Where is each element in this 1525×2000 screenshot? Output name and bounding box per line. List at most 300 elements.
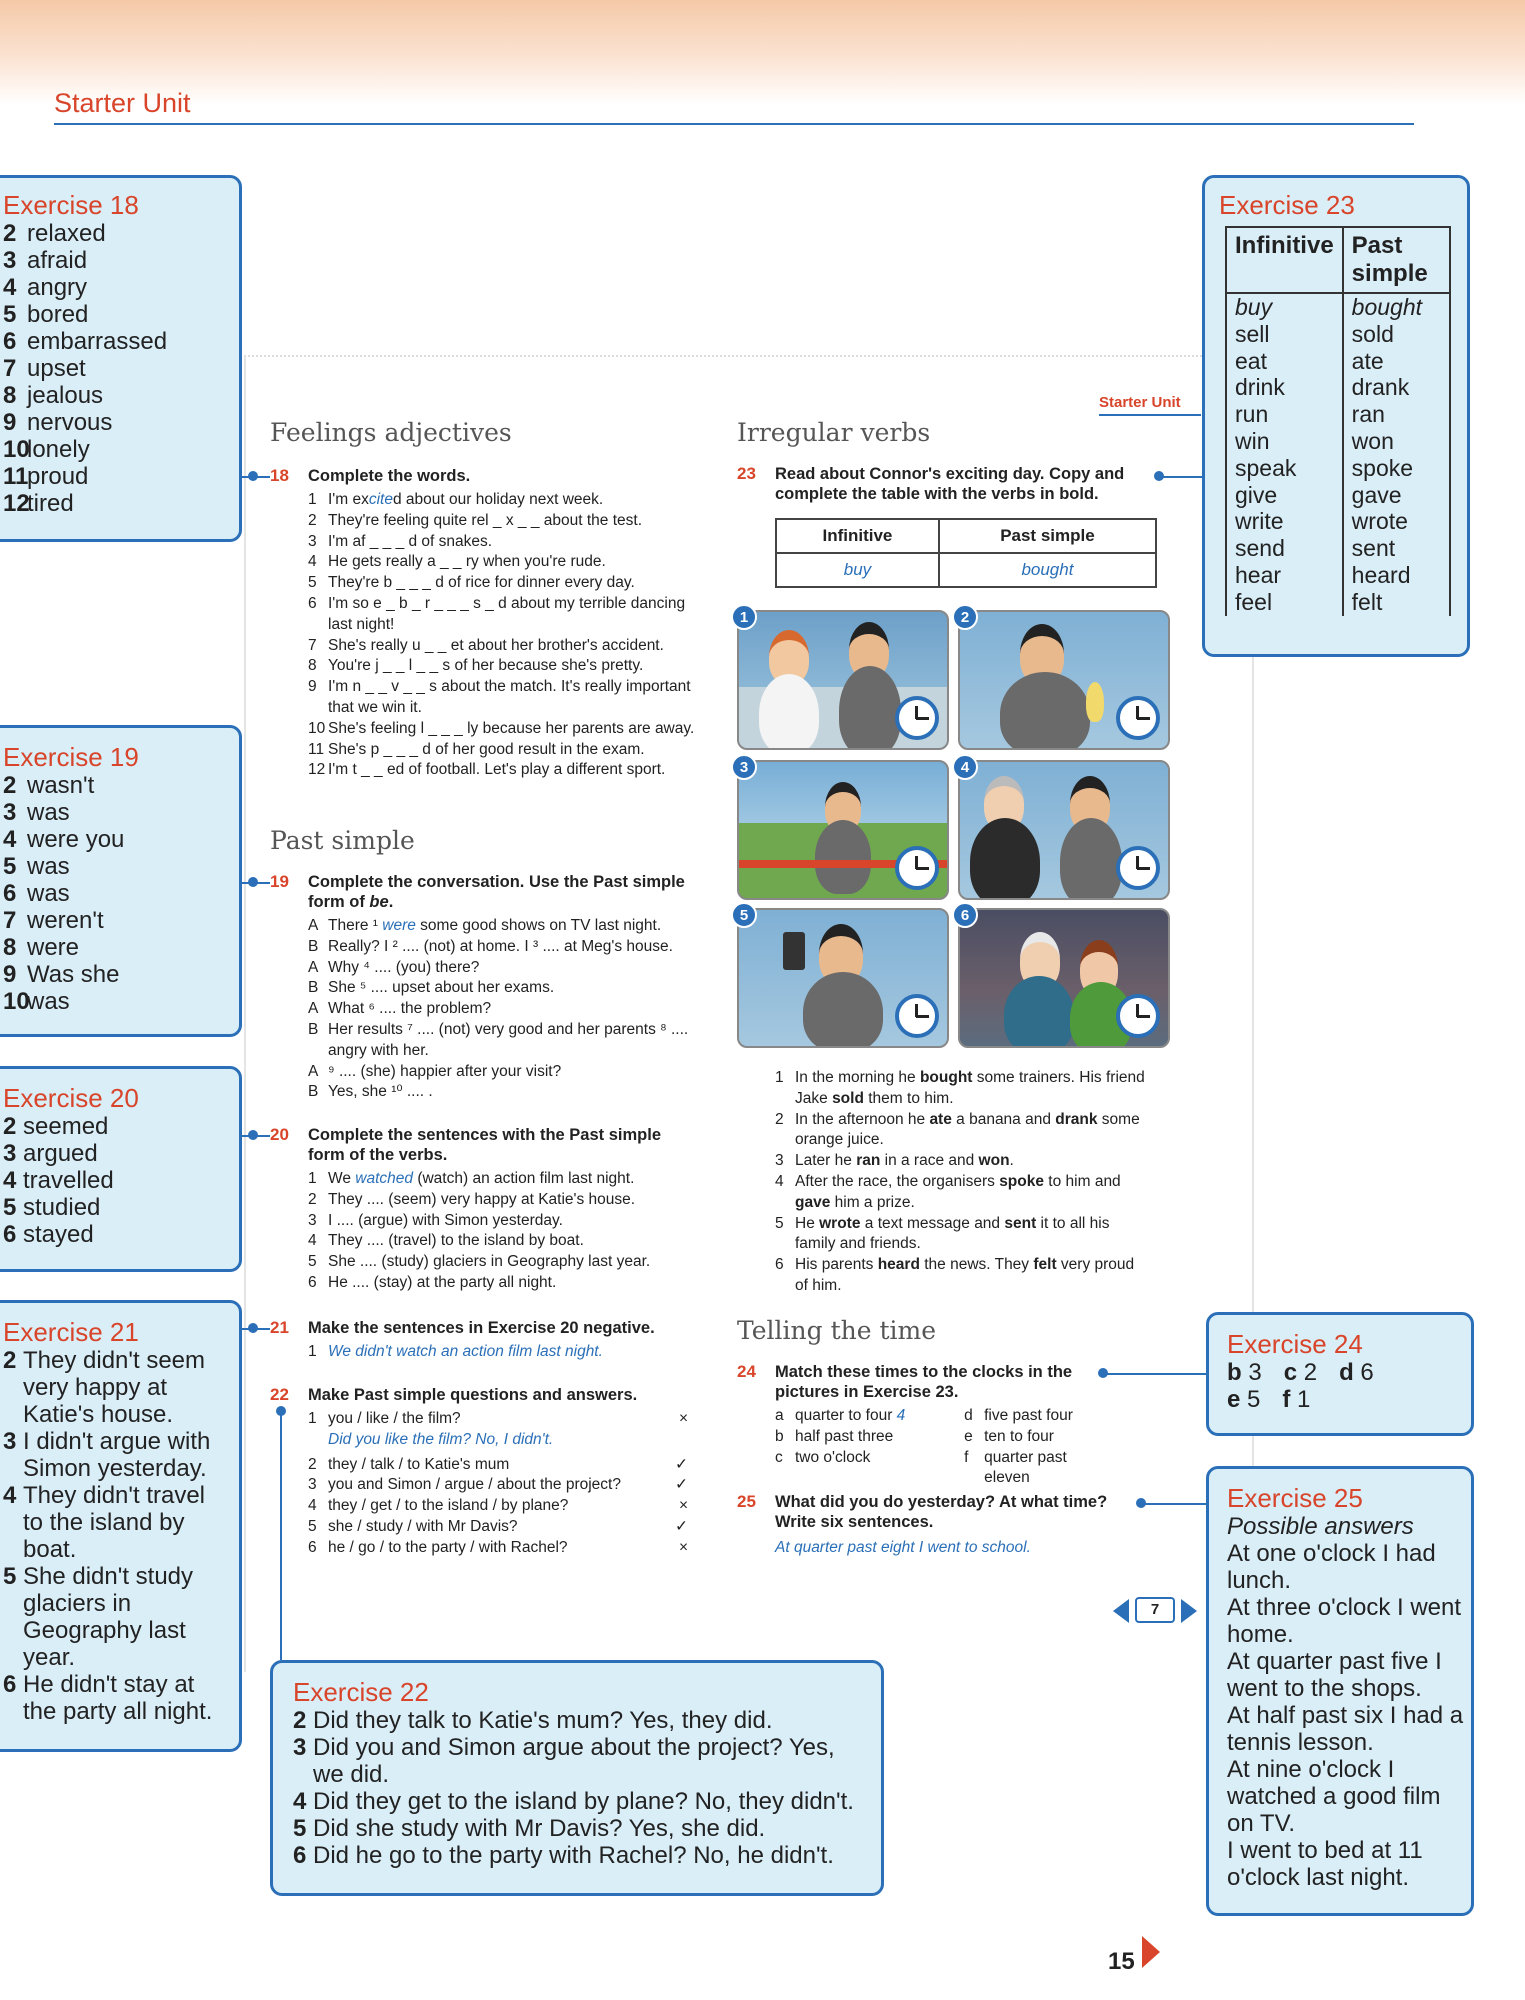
- text-span: ten to four: [984, 1427, 1054, 1445]
- connector-dot-icon: [248, 1323, 258, 1333]
- person-illustration: [1000, 672, 1090, 750]
- answer-number: 4: [3, 826, 17, 853]
- mini-header-rule: [1099, 414, 1201, 416]
- text-span: Why ⁴ .... (you) there?: [328, 958, 480, 976]
- exercise-21-example: We didn't watch an action film last night.: [328, 1343, 603, 1360]
- text-span: What ⁶ .... the problem?: [328, 1000, 492, 1018]
- text-span: some good shows on TV last night.: [415, 917, 662, 934]
- verb-table-row: [1226, 455, 1450, 482]
- item-number: B: [308, 1020, 319, 1038]
- clock-icon: [1116, 846, 1160, 890]
- answer-number: 2: [293, 1707, 307, 1734]
- text-span: She's feeling l _ _ _ ly because her parents are away.: [328, 719, 695, 737]
- item-number: 4: [308, 1232, 317, 1250]
- answer-value: 2: [1297, 1359, 1318, 1386]
- exercise-24-instruction: Match these times to the clocks in the pictures in Exercise 23.: [775, 1363, 1073, 1401]
- exercise-22: [308, 1385, 688, 1559]
- item-text: [328, 1020, 700, 1062]
- list-item: [308, 1062, 700, 1083]
- text-span: she / study / with Mr Davis?: [328, 1517, 518, 1535]
- item-number: B: [308, 979, 319, 997]
- list-item: [775, 1406, 964, 1427]
- verb-infinitive: send: [1226, 535, 1343, 562]
- item-number: a: [775, 1407, 784, 1424]
- connector-line: [280, 1408, 282, 1660]
- list-item: [308, 532, 700, 553]
- text-span: half past three: [795, 1427, 894, 1445]
- exercise-19-lines: [308, 916, 700, 1103]
- answer-number: 8: [3, 382, 17, 409]
- list-item: [308, 1190, 700, 1211]
- verb-past: heard: [1343, 562, 1450, 589]
- connector-dot-icon: [248, 877, 258, 887]
- text-span: They .... (seem) very happy at Katie's house.: [328, 1190, 636, 1208]
- answer-line: [293, 1707, 871, 1734]
- answer-letter: d: [1339, 1359, 1354, 1386]
- answer-number: 6: [293, 1842, 307, 1869]
- answer-text: Did he go to the party with Rachel? No, he didn't.: [313, 1842, 834, 1869]
- answer-line: [3, 355, 239, 382]
- answer-text: Did she study with Mr Davis? Yes, she did.: [313, 1815, 766, 1842]
- list-item: [308, 1455, 688, 1476]
- connector-line: [1162, 476, 1202, 478]
- list-item: [775, 1068, 1150, 1110]
- verb-table-header-past: Past simple: [1343, 227, 1450, 293]
- text-span: There ¹: [328, 917, 383, 934]
- bold-verb: sold: [832, 1089, 864, 1107]
- connector-dot-icon: [276, 1406, 286, 1416]
- exercise-24-left-column: [775, 1406, 964, 1489]
- item-text: [328, 958, 700, 979]
- item-number: 4: [308, 553, 317, 571]
- exercise-20-instruction: Complete the sentences with the Past simple form of the verbs.: [308, 1126, 662, 1164]
- item-number: 7: [308, 636, 317, 654]
- item-text: [328, 656, 700, 677]
- answer-text: argued: [23, 1140, 98, 1167]
- list-item: [308, 656, 700, 677]
- list-item: [308, 740, 700, 761]
- item-text: [328, 552, 700, 573]
- verb-infinitive: hear: [1226, 562, 1343, 589]
- answer-list: [3, 772, 239, 1015]
- answer-number: 6: [3, 880, 17, 907]
- verb-infinitive: drink: [1226, 374, 1343, 401]
- list-item: [964, 1427, 1105, 1448]
- list-item: [308, 1538, 688, 1559]
- text-span: two o'clock: [795, 1448, 871, 1466]
- list-item: [308, 1273, 700, 1294]
- item-number: 2: [308, 511, 317, 529]
- exercise-24-number: 24: [737, 1362, 756, 1381]
- answer-line: [3, 436, 239, 463]
- text-span: I'm n _ _ v _ _ s about the match. It's really important that we win it.: [328, 678, 691, 716]
- text-span: She .... (study) glaciers in Geography last year.: [328, 1253, 651, 1271]
- answer-line: [3, 934, 239, 961]
- item-mark: ✓: [675, 1455, 688, 1473]
- text-span: Later he: [795, 1152, 857, 1170]
- answer-letter: b: [1227, 1359, 1242, 1386]
- answer-box-exercise-21: [0, 1300, 242, 1752]
- answer-box-exercise-18: [0, 175, 242, 542]
- text-span: you and Simon / argue / about the project?: [328, 1476, 621, 1494]
- person-illustration: [970, 818, 1040, 900]
- item-text: [328, 719, 700, 740]
- list-item: [308, 1475, 688, 1496]
- answer-text: 4: [892, 1407, 906, 1424]
- item-text: [328, 1211, 700, 1232]
- verb-past: wrote: [1343, 508, 1450, 535]
- item-text: [328, 1082, 700, 1103]
- verb-past: ate: [1343, 348, 1450, 375]
- answer-text: nervous: [27, 409, 113, 436]
- list-item: [308, 1231, 700, 1252]
- item-number: 5: [308, 1517, 317, 1535]
- table-cell-infinitive: buy: [776, 553, 939, 587]
- list-item: [308, 916, 700, 937]
- item-mark: ×: [678, 1410, 688, 1427]
- section-title-feelings: Feelings adjectives: [270, 418, 512, 447]
- table-header-past-simple: Past simple: [939, 519, 1156, 553]
- exercise-23-number: 23: [737, 464, 756, 483]
- answer-text: was: [27, 988, 70, 1015]
- list-item: [308, 1517, 688, 1538]
- answer-box-title: Exercise 20: [3, 1083, 139, 1113]
- answer-letter: c: [1283, 1359, 1298, 1386]
- answer-line: [293, 1815, 871, 1842]
- item-number: A: [308, 1062, 319, 1080]
- exercise-19-instruction-text: Complete the conversation. Use the Past simple form of: [308, 873, 685, 911]
- person-illustration: [1060, 818, 1122, 900]
- list-item: [308, 760, 700, 781]
- item-number: f: [964, 1448, 969, 1466]
- item-text: [328, 1455, 670, 1476]
- answer-box-exercise-19: [0, 725, 242, 1037]
- verb-infinitive: speak: [1226, 455, 1343, 482]
- verb-infinitive: sell: [1226, 321, 1343, 348]
- prev-page-arrow-icon[interactable]: [1113, 1599, 1129, 1623]
- item-number: A: [308, 917, 319, 934]
- answer-line: [3, 274, 239, 301]
- answer-number: 10: [3, 436, 30, 463]
- page-number: 15: [1108, 1948, 1135, 1975]
- answer-number: 11: [3, 463, 29, 490]
- answer-text: Did they talk to Katie's mum? Yes, they did.: [313, 1707, 773, 1734]
- answer-value: 5: [1240, 1386, 1261, 1413]
- bold-verb: won: [978, 1152, 1010, 1170]
- answer-list: [1227, 1540, 1465, 1891]
- answer-text: I didn't argue with Simon yesterday.: [23, 1428, 211, 1482]
- answer-letter: e: [1227, 1386, 1241, 1413]
- answer-value: 3: [1241, 1359, 1262, 1386]
- answer-line: [3, 382, 239, 409]
- exercise-24-right-column: [964, 1406, 1105, 1489]
- answer-box-title: Exercise 22: [293, 1677, 429, 1707]
- list-item: [308, 552, 700, 573]
- connector-line: [1142, 1503, 1208, 1505]
- answer-text: tired: [27, 490, 74, 517]
- item-text: [795, 1068, 1150, 1110]
- answer-line: [3, 1113, 239, 1140]
- text-span: He .... (stay) at the party all night.: [328, 1273, 557, 1291]
- list-item: [964, 1406, 1105, 1427]
- item-number: 3: [308, 1476, 317, 1494]
- answer-text: was: [27, 853, 70, 880]
- list-item: [308, 1169, 700, 1190]
- text-span: very proud of him.: [795, 1256, 1135, 1294]
- clock-icon: [1116, 994, 1160, 1038]
- list-item: [308, 636, 700, 657]
- answer-line: I went to bed at 11 o'clock last night.: [1227, 1837, 1423, 1891]
- item-text: [984, 1448, 1105, 1490]
- verb-table-row: [1226, 293, 1450, 321]
- answer-text: She didn't study glaciers in Geography last year.: [23, 1563, 194, 1671]
- verb-table-row: [1226, 535, 1450, 562]
- text-span: I .... (argue) with Simon yesterday.: [328, 1211, 563, 1229]
- list-item: [308, 719, 700, 740]
- exercise-22-instruction: Make Past simple questions and answers.: [308, 1386, 638, 1404]
- text-span: Her results ⁷ .... (not) very good and her parents ⁸ .... angry with her.: [328, 1020, 689, 1059]
- list-item: [308, 1252, 700, 1273]
- exercise-21-instruction: Make the sentences in Exercise 20 negative.: [308, 1319, 655, 1337]
- text-span: .: [1009, 1152, 1014, 1170]
- answer-text: stayed: [23, 1221, 94, 1248]
- text-span: some orange juice.: [795, 1110, 1140, 1149]
- answer-line: [3, 1671, 231, 1725]
- list-item: [308, 573, 700, 594]
- answer-line: [3, 880, 239, 907]
- answer-number: 3: [293, 1734, 307, 1761]
- verb-table-row: [1226, 321, 1450, 348]
- exercise-23: [775, 464, 1147, 504]
- clock-icon: [1116, 696, 1160, 740]
- answer-text: watched: [355, 1170, 414, 1187]
- text-span: I'm so e _ b _ r _ _ _ s _ d about my terrible dancing last night!: [328, 594, 686, 633]
- answer-box-title: Exercise 19: [3, 742, 139, 772]
- exercise-21: [308, 1318, 700, 1363]
- picture-number-badge: 3: [731, 754, 757, 780]
- verb-table-body: [1226, 293, 1450, 616]
- answer-text: cite: [368, 491, 393, 508]
- answer-number: 3: [3, 1140, 17, 1167]
- picture-number-badge: 6: [952, 902, 978, 928]
- text-span: In the afternoon he: [795, 1110, 930, 1128]
- answer-line: [3, 853, 239, 880]
- answer-text: seemed: [23, 1113, 109, 1140]
- clock-icon: [895, 994, 939, 1038]
- person-illustration: [803, 972, 883, 1048]
- bold-verb: heard: [877, 1256, 920, 1274]
- story-picture-6: [958, 908, 1170, 1048]
- item-number: e: [964, 1427, 973, 1445]
- exercise-24: [775, 1362, 1105, 1489]
- text-span: She's p _ _ _ d of her good result in the exam.: [328, 740, 645, 758]
- exercise-19: [308, 872, 700, 1103]
- list-item: [775, 1427, 964, 1448]
- item-text: [328, 1538, 670, 1559]
- list-item: [775, 1214, 1150, 1256]
- exercise-21-number: 21: [270, 1318, 289, 1337]
- answer-number: 6: [3, 328, 17, 355]
- item-number: 5: [775, 1214, 784, 1232]
- answer-line: [3, 1563, 231, 1671]
- exercise-24-times: [775, 1406, 1105, 1489]
- answer-list: [3, 1113, 239, 1248]
- item-number: 2: [775, 1110, 784, 1128]
- item-number: 2: [308, 1455, 317, 1473]
- item-text: [328, 916, 700, 937]
- answer-text: wasn't: [27, 772, 95, 799]
- picture-number-badge: 4: [952, 754, 978, 780]
- text-span: he / go / to the party / with Rachel?: [328, 1538, 568, 1556]
- answer-box-title: Exercise 21: [3, 1317, 139, 1347]
- item-number: 6: [308, 1538, 317, 1556]
- item-mark: ×: [678, 1497, 688, 1515]
- exercise-20-number: 20: [270, 1125, 289, 1144]
- answer-text: angry: [27, 274, 88, 301]
- answer-line: [3, 988, 239, 1015]
- exercise-18-instruction: Complete the words.: [308, 467, 471, 485]
- answer-text: jealous: [27, 382, 104, 409]
- verb-past: sold: [1343, 321, 1450, 348]
- item-text: [795, 1255, 1150, 1297]
- text-span: (watch) an action film last night.: [413, 1170, 635, 1187]
- text-span: I'm t _ _ ed of football. Let's play a different sport.: [328, 761, 666, 779]
- text-span: you / like / the film?: [328, 1410, 461, 1427]
- answer-pair: [1284, 1359, 1317, 1386]
- item-mark: ✓: [675, 1517, 688, 1535]
- answer-line: [3, 301, 239, 328]
- list-item: [308, 1496, 688, 1517]
- text-span: to him and: [1044, 1172, 1121, 1190]
- story-picture-5: [737, 908, 949, 1048]
- answer-number: 2: [3, 1347, 17, 1374]
- item-number: 3: [775, 1152, 784, 1170]
- text-span: it to all his family and friends.: [795, 1214, 1110, 1253]
- mini-page-header: Starter Unit: [1099, 394, 1181, 411]
- answer-number: 12: [3, 490, 30, 517]
- item-number: 1: [308, 491, 317, 508]
- list-item: [308, 958, 700, 979]
- verb-infinitive: run: [1226, 401, 1343, 428]
- exercise-19-instruction: Complete the conversation. Use the Past simple form of be.: [308, 873, 685, 911]
- answer-line: [3, 826, 239, 853]
- text-span: some trainers. His friend Jake: [795, 1069, 1145, 1107]
- item-text: [328, 1409, 670, 1430]
- story-picture-4: [958, 760, 1170, 900]
- item-text: [328, 1169, 700, 1190]
- answer-text: Was she: [27, 961, 120, 988]
- answer-line: [3, 1140, 239, 1167]
- exercise-21-items: [308, 1342, 700, 1363]
- item-text: [328, 937, 700, 958]
- text-span: She's really u _ _ et about her brother's accident.: [328, 636, 664, 654]
- answer-number: 5: [3, 853, 17, 880]
- item-number: 1: [775, 1069, 784, 1086]
- item-number: c: [775, 1448, 783, 1466]
- item-number: b: [775, 1427, 784, 1445]
- item-text: [795, 1110, 1150, 1152]
- exercise-20-items: [308, 1169, 700, 1294]
- list-item: [775, 1151, 1150, 1172]
- answer-line: [3, 961, 239, 988]
- item-number: 2: [308, 1190, 317, 1208]
- exercise-22-number: 22: [270, 1385, 289, 1404]
- item-text: [328, 760, 700, 781]
- item-text: [328, 1517, 670, 1538]
- clock-icon: [895, 846, 939, 890]
- text-span: You're j _ _ l _ _ s of her because she's pretty.: [328, 657, 644, 675]
- answer-line: [3, 907, 239, 934]
- banana-illustration: [1086, 682, 1104, 722]
- answer-text: Did they get to the island by plane? No, they didn't.: [313, 1788, 854, 1815]
- item-number: 3: [308, 1211, 317, 1229]
- answer-line: [3, 1221, 239, 1248]
- next-page-arrow-icon[interactable]: [1181, 1599, 1197, 1623]
- answer-list: [3, 1347, 231, 1725]
- verb-table-row: [1226, 508, 1450, 535]
- verb-past: ran: [1343, 401, 1450, 428]
- item-number: B: [308, 1083, 319, 1101]
- answer-box-title: Exercise 18: [3, 190, 139, 220]
- answer-text: He didn't stay at the party all night.: [23, 1671, 213, 1725]
- person-illustration: [839, 666, 901, 750]
- text-span: them to him.: [863, 1089, 954, 1107]
- exercise-25-example: At quarter past eight I went to school.: [775, 1539, 1031, 1556]
- item-text: [795, 1406, 964, 1427]
- bold-verb: spoke: [999, 1172, 1044, 1190]
- connector-dot-icon: [248, 1130, 258, 1140]
- list-item: [308, 999, 700, 1020]
- text-span: He gets really a _ _ ry when you're rude.: [328, 553, 606, 571]
- item-number: 12: [308, 761, 326, 779]
- answer-line: [3, 328, 239, 355]
- text-span: In the morning he: [795, 1069, 920, 1086]
- answer-line: [3, 220, 239, 247]
- item-text: [328, 594, 700, 636]
- item-text: [984, 1427, 1105, 1448]
- item-text: [328, 573, 700, 594]
- item-number: 4: [308, 1497, 317, 1515]
- verb-infinitive: feel: [1226, 589, 1343, 616]
- item-number: 1: [308, 1410, 317, 1427]
- text-span: She ⁵ .... upset about her exams.: [328, 979, 555, 997]
- text-span: d about our holiday next week.: [392, 491, 604, 508]
- top-band: [0, 0, 1525, 105]
- list-item: [775, 1255, 1150, 1297]
- bold-verb: ate: [929, 1110, 952, 1128]
- answer-box-exercise-22: [270, 1660, 884, 1896]
- item-number: B: [308, 937, 319, 955]
- list-item: [308, 594, 700, 636]
- exercise-18-items: [308, 490, 700, 781]
- answer-text: They didn't seem very happy at Katie's house.: [23, 1347, 206, 1428]
- verb-past: won: [1343, 428, 1450, 455]
- page-nav-number: 7: [1135, 1597, 1175, 1623]
- item-text: [328, 1273, 700, 1294]
- bold-verb: wrote: [819, 1214, 861, 1232]
- answer-line: [1227, 1386, 1471, 1413]
- story-picture-2: [958, 610, 1170, 750]
- answer-letter: f: [1282, 1386, 1291, 1413]
- text-span: Really? I ² .... (not) at home. I ³ .... at Meg's house.: [328, 937, 673, 955]
- section-title-past-simple: Past simple: [270, 826, 415, 855]
- list-item: [775, 1172, 1150, 1214]
- verb-infinitive: win: [1226, 428, 1343, 455]
- answer-box-exercise-24: [1206, 1312, 1474, 1436]
- text-span: Yes, she ¹⁰ .... .: [328, 1083, 433, 1101]
- verb-past: felt: [1343, 589, 1450, 616]
- text-span: We: [328, 1170, 356, 1187]
